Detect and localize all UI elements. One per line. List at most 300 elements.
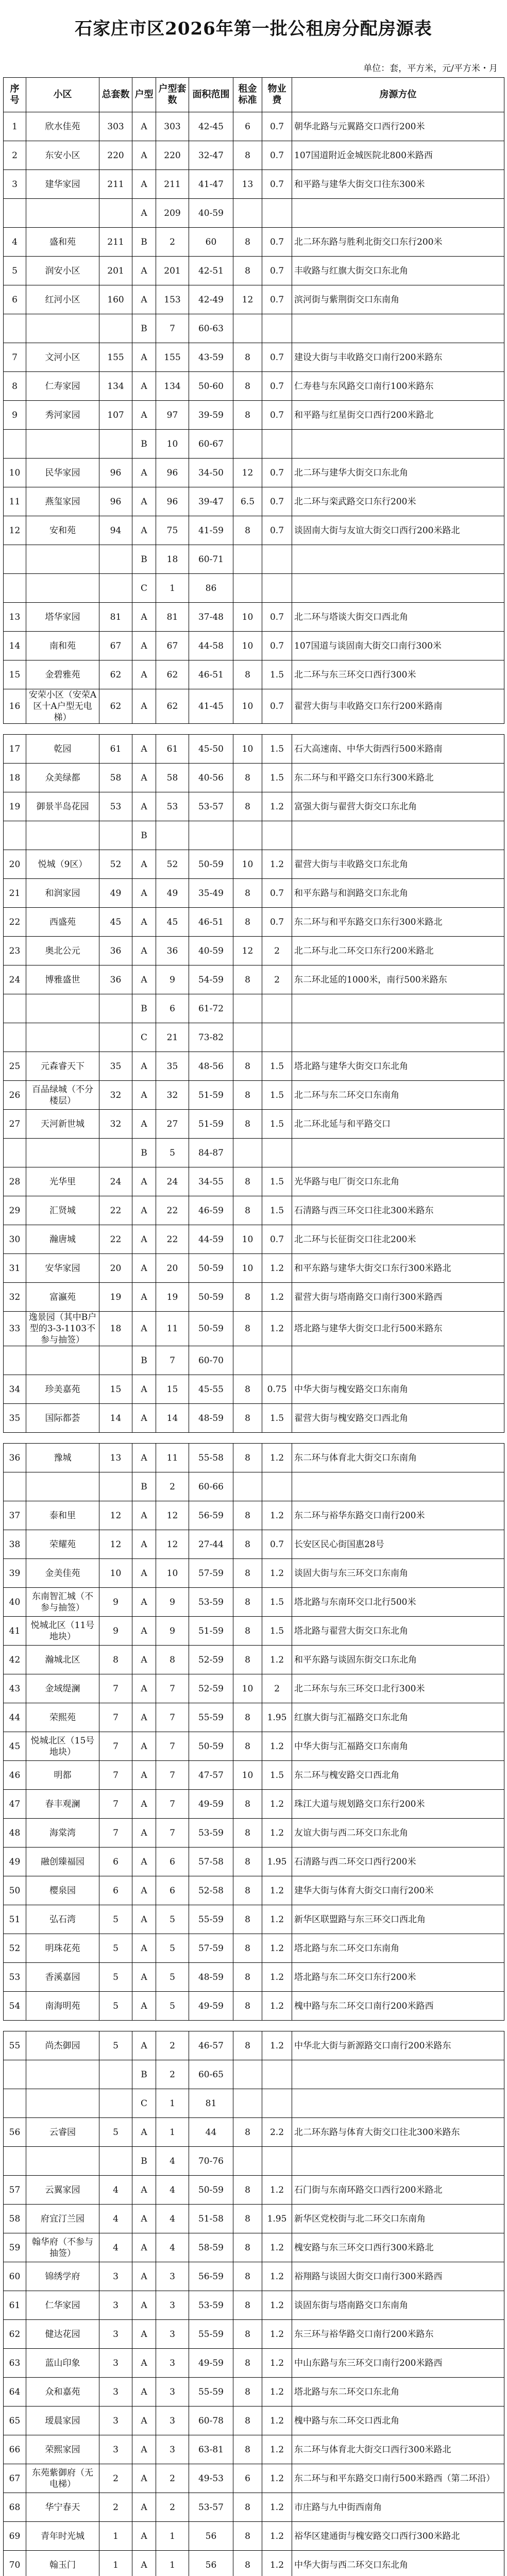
header-property-fee: 物业费	[262, 78, 292, 112]
table-row	[4, 430, 504, 459]
type-count	[156, 821, 189, 850]
type-count: 97	[156, 401, 189, 430]
community-name: 荣耀苑	[26, 1530, 99, 1559]
rent-standard: 10	[233, 632, 262, 660]
row-index: 28	[4, 1167, 26, 1196]
location	[292, 2089, 504, 2118]
row-index: 46	[4, 1761, 26, 1790]
area-range: 51-59	[189, 1617, 233, 1646]
rent-standard: 8	[233, 1848, 262, 1876]
row-index: 66	[4, 2435, 26, 2464]
rent-standard: 8	[233, 1617, 262, 1646]
rent-standard: 6	[233, 112, 262, 141]
total-units: 5	[99, 1934, 132, 1963]
location: 谈固大街与东三环交口东南角	[292, 1559, 504, 1588]
type-count: 9	[156, 965, 189, 994]
gap-cell	[4, 724, 504, 735]
type-count: 3	[156, 2291, 189, 2320]
location: 东三环与裕华路交口南行200米路东	[292, 2320, 504, 2349]
total-units: 14	[99, 1404, 132, 1433]
type-count: 45	[156, 908, 189, 937]
total-units: 7	[99, 1790, 132, 1819]
community-name: 云翼家园	[26, 2176, 99, 2205]
location: 和平东路与谈固东街交口东北角	[292, 1646, 504, 1674]
property-fee: 1.5	[262, 1617, 292, 1646]
unit-type: A	[132, 689, 156, 724]
rent-standard: 8	[233, 1703, 262, 1732]
rent-standard: 8	[233, 1312, 262, 1346]
table-row	[4, 343, 504, 372]
rent-standard: 8	[233, 1110, 262, 1139]
unit-type: A	[132, 764, 156, 792]
area-range: 52-58	[189, 1876, 233, 1905]
location: 东二环与和平东路交口南行500米路西（第二环沿）	[292, 2464, 504, 2493]
rent-standard	[233, 430, 262, 459]
location: 东二环与体育北大街交口东南角	[292, 1444, 504, 1472]
total-units: 5	[99, 2031, 132, 2060]
area-range: 48-59	[189, 1404, 233, 1433]
community-name: 红河小区	[26, 285, 99, 314]
area-range: 42-49	[189, 285, 233, 314]
table-header-row	[4, 78, 504, 112]
table-row	[4, 1617, 504, 1646]
table-row	[4, 1444, 504, 1472]
unit-type: A	[132, 879, 156, 908]
area-range: 45-50	[189, 735, 233, 764]
row-index	[4, 199, 26, 228]
total-units: 32	[99, 1081, 132, 1110]
row-index: 57	[4, 2176, 26, 2205]
type-count: 2	[156, 2060, 189, 2089]
community-name	[26, 1346, 99, 1375]
rent-standard: 8	[233, 1876, 262, 1905]
area-range: 55-59	[189, 2320, 233, 2349]
table-row	[4, 2291, 504, 2320]
property-fee: 1.2	[262, 1254, 292, 1283]
area-range: 40-59	[189, 199, 233, 228]
property-fee: 0.7	[262, 401, 292, 430]
community-name: 翰玉门	[26, 2551, 99, 2576]
rent-standard	[233, 314, 262, 343]
row-index: 5	[4, 257, 26, 285]
community-name	[26, 1472, 99, 1501]
rent-standard: 8	[233, 1052, 262, 1081]
property-fee: 2.2	[262, 2118, 292, 2147]
community-name: 东南智汇城（不参与抽签）	[26, 1588, 99, 1617]
type-count: 6	[156, 1876, 189, 1905]
table-row	[4, 1588, 504, 1617]
rent-standard	[233, 2060, 262, 2089]
area-range: 81	[189, 2089, 233, 2118]
community-name: 逸景园（其中B户型的3-3-1103不参与抽签）	[26, 1312, 99, 1346]
unit-type: A	[132, 199, 156, 228]
unit-type: A	[132, 2406, 156, 2435]
unit-note: 单位：套，平方米，元/平方米・月	[363, 63, 498, 74]
type-count: 7	[156, 1674, 189, 1703]
table-row	[4, 735, 504, 764]
community-name: 西盛苑	[26, 908, 99, 937]
property-fee: 0.7	[262, 112, 292, 141]
gap-cell	[4, 1433, 504, 1444]
community-name: 天河新世城	[26, 1110, 99, 1139]
location: 东二环与和平东路交口东行300米路北	[292, 908, 504, 937]
location: 市庄路与九中街西南角	[292, 2493, 504, 2522]
location: 富强大街与翟营大街交口东北角	[292, 792, 504, 821]
area-range: 55-59	[189, 1905, 233, 1934]
rent-standard: 8	[233, 2031, 262, 2060]
community-name: 蓝山印象	[26, 2349, 99, 2378]
row-index: 12	[4, 516, 26, 545]
table-row	[4, 112, 504, 141]
community-name: 众美绿都	[26, 764, 99, 792]
row-index: 24	[4, 965, 26, 994]
type-count: 7	[156, 1703, 189, 1732]
header-community: 小区	[26, 78, 99, 112]
location: 北二环与长征街交口往北200米	[292, 1225, 504, 1254]
property-fee: 1.2	[262, 2233, 292, 2262]
row-index: 23	[4, 937, 26, 965]
area-range: 48-56	[189, 1052, 233, 1081]
row-index: 51	[4, 1905, 26, 1934]
table-row	[4, 1346, 504, 1375]
unit-type: A	[132, 1674, 156, 1703]
property-fee: 2	[262, 937, 292, 965]
row-index: 37	[4, 1501, 26, 1530]
community-name: 瀚唐城	[26, 1225, 99, 1254]
table-row	[4, 1254, 504, 1283]
rent-standard: 10	[233, 603, 262, 632]
unit-type: A	[132, 1646, 156, 1674]
table-row	[4, 401, 504, 430]
rent-standard: 8	[233, 1905, 262, 1934]
rent-standard: 8	[233, 1790, 262, 1819]
location	[292, 1472, 504, 1501]
property-fee: 0.7	[262, 487, 292, 516]
table-row	[4, 1375, 504, 1404]
area-range: 44-58	[189, 632, 233, 660]
total-units: 155	[99, 343, 132, 372]
location: 107国道附近金城医院北800米路西	[292, 141, 504, 170]
area-range: 55-59	[189, 2378, 233, 2406]
community-name: 乾园	[26, 735, 99, 764]
location: 翟营大街与槐安路交口西北角	[292, 1404, 504, 1433]
total-units: 24	[99, 1167, 132, 1196]
unit-type: A	[132, 372, 156, 401]
row-index: 68	[4, 2493, 26, 2522]
property-fee: 1.2	[262, 2349, 292, 2378]
area-range: 50-59	[189, 1283, 233, 1312]
area-range: 60-71	[189, 545, 233, 574]
area-range	[189, 821, 233, 850]
type-count: 4	[156, 2147, 189, 2176]
total-units	[99, 574, 132, 603]
property-fee: 1.2	[262, 2406, 292, 2435]
unit-type: A	[132, 2205, 156, 2233]
community-name: 光华里	[26, 1167, 99, 1196]
property-fee: 1.2	[262, 1992, 292, 2021]
row-index	[4, 545, 26, 574]
area-range: 86	[189, 574, 233, 603]
rent-standard: 8	[233, 228, 262, 257]
table-row	[4, 574, 504, 603]
header-type: 户型	[132, 78, 156, 112]
row-index: 45	[4, 1732, 26, 1761]
type-count: 52	[156, 850, 189, 879]
rent-standard: 8	[233, 1559, 262, 1588]
unit-type: A	[132, 603, 156, 632]
total-units: 9	[99, 1588, 132, 1617]
type-count: 3	[156, 2262, 189, 2291]
area-range: 34-55	[189, 1167, 233, 1196]
type-count: 18	[156, 545, 189, 574]
community-name	[26, 430, 99, 459]
header-total: 总套数	[99, 78, 132, 112]
unit-type: A	[132, 112, 156, 141]
total-units: 58	[99, 764, 132, 792]
unit-type: A	[132, 2551, 156, 2576]
total-units: 201	[99, 257, 132, 285]
unit-type: A	[132, 1081, 156, 1110]
type-count: 53	[156, 792, 189, 821]
row-index: 36	[4, 1444, 26, 1472]
table-row	[4, 821, 504, 850]
type-count: 2	[156, 2493, 189, 2522]
rent-standard: 8	[233, 1646, 262, 1674]
location: 塔北路与东二环交口东北角	[292, 2378, 504, 2406]
rent-standard: 12	[233, 285, 262, 314]
type-count: 12	[156, 1501, 189, 1530]
total-units: 220	[99, 141, 132, 170]
rent-standard: 8	[233, 1992, 262, 2021]
property-fee: 1.2	[262, 2262, 292, 2291]
row-index	[4, 1472, 26, 1501]
total-units: 7	[99, 1761, 132, 1790]
property-fee: 0.7	[262, 141, 292, 170]
community-name: 盛和苑	[26, 228, 99, 257]
area-range: 50-60	[189, 372, 233, 401]
total-units	[99, 2060, 132, 2089]
unit-type: A	[132, 2522, 156, 2551]
type-count: 3	[156, 2349, 189, 2378]
unit-type: A	[132, 2233, 156, 2262]
location: 东二环与裕华东路交口南行200米	[292, 1501, 504, 1530]
table-row	[4, 2205, 504, 2233]
table-row	[4, 1472, 504, 1501]
total-units	[99, 314, 132, 343]
unit-type: A	[132, 2435, 156, 2464]
total-units: 96	[99, 487, 132, 516]
property-fee	[262, 2147, 292, 2176]
table-row	[4, 2147, 504, 2176]
type-count: 1	[156, 2118, 189, 2147]
area-range: 56-59	[189, 1501, 233, 1530]
property-fee: 1.2	[262, 1905, 292, 1934]
unit-type: A	[132, 1312, 156, 1346]
table-row	[4, 2320, 504, 2349]
row-index	[4, 2089, 26, 2118]
location: 槐中路与东二环交口南行200米路西	[292, 1992, 504, 2021]
property-fee: 1.2	[262, 1732, 292, 1761]
property-fee: 2	[262, 965, 292, 994]
rent-standard: 8	[233, 516, 262, 545]
property-fee: 1.2	[262, 1444, 292, 1472]
area-range: 73-82	[189, 1023, 233, 1052]
location: 新华区党校街与北二环交口东南角	[292, 2205, 504, 2233]
rent-standard	[233, 574, 262, 603]
gap-cell	[4, 2021, 504, 2031]
area-range: 60-70	[189, 1346, 233, 1375]
property-fee: 1.95	[262, 1703, 292, 1732]
property-fee: 1.2	[262, 850, 292, 879]
row-index: 62	[4, 2320, 26, 2349]
total-units	[99, 430, 132, 459]
rent-standard	[233, 1346, 262, 1375]
row-index: 29	[4, 1196, 26, 1225]
rent-standard: 10	[233, 735, 262, 764]
unit-type: B	[132, 2147, 156, 2176]
area-range: 56-59	[189, 2262, 233, 2291]
table-row	[4, 2089, 504, 2118]
property-fee: 1.2	[262, 1934, 292, 1963]
type-count: 5	[156, 1139, 189, 1167]
unit-type: A	[132, 1876, 156, 1905]
unit-type: A	[132, 1254, 156, 1283]
location: 东二环北延的1000米，南行500米路东	[292, 965, 504, 994]
area-range: 41-47	[189, 170, 233, 199]
rent-standard: 10	[233, 1225, 262, 1254]
row-index: 6	[4, 285, 26, 314]
unit-type: A	[132, 2262, 156, 2291]
property-fee: 1.2	[262, 1790, 292, 1819]
table-row	[4, 2233, 504, 2262]
community-name	[26, 2060, 99, 2089]
rent-standard: 8	[233, 1283, 262, 1312]
row-index: 31	[4, 1254, 26, 1283]
type-count: 3	[156, 2435, 189, 2464]
community-name: 润安小区	[26, 257, 99, 285]
property-fee: 0.7	[262, 228, 292, 257]
total-units: 10	[99, 1559, 132, 1588]
property-fee	[262, 430, 292, 459]
rent-standard: 8	[233, 1444, 262, 1472]
unit-type: A	[132, 1934, 156, 1963]
property-fee: 0.7	[262, 170, 292, 199]
community-name: 荣熙家园	[26, 2435, 99, 2464]
total-units: 12	[99, 1501, 132, 1530]
location: 东二环与体育北大街交口西行300米路北	[292, 2435, 504, 2464]
community-name: 东安小区	[26, 141, 99, 170]
row-index: 30	[4, 1225, 26, 1254]
unit-type: A	[132, 1225, 156, 1254]
type-count: 32	[156, 1081, 189, 1110]
location: 石门街与东南环路交口西行200米路北	[292, 2176, 504, 2205]
community-name: 瑷晨家园	[26, 2406, 99, 2435]
rent-standard: 8	[233, 401, 262, 430]
area-range: 39-47	[189, 487, 233, 516]
property-fee: 1.5	[262, 764, 292, 792]
property-fee: 0.7	[262, 632, 292, 660]
table-row	[4, 2378, 504, 2406]
community-name	[26, 821, 99, 850]
location: 东二环与槐安路交口西北角	[292, 1761, 504, 1790]
community-name: 弘石湾	[26, 1905, 99, 1934]
table-row	[4, 141, 504, 170]
property-fee: 1.5	[262, 1081, 292, 1110]
table-row	[4, 1732, 504, 1761]
property-fee: 1.2	[262, 792, 292, 821]
type-count: 3	[156, 2406, 189, 2435]
header-location: 房源方位	[292, 78, 504, 112]
location: 北二环北延与和平路交口	[292, 1110, 504, 1139]
property-fee: 1.2	[262, 2551, 292, 2576]
total-units: 36	[99, 937, 132, 965]
type-count: 7	[156, 314, 189, 343]
unit-type: A	[132, 1992, 156, 2021]
table-row	[4, 2262, 504, 2291]
table-row	[4, 1905, 504, 1934]
area-range: 50-59	[189, 850, 233, 879]
rent-standard: 8	[233, 660, 262, 689]
table-gap	[4, 724, 504, 735]
total-units: 62	[99, 689, 132, 724]
table-row	[4, 1196, 504, 1225]
total-units: 22	[99, 1225, 132, 1254]
table-row	[4, 660, 504, 689]
type-count: 8	[156, 1646, 189, 1674]
location: 新华区联盟路与东三环交口西北角	[292, 1905, 504, 1934]
property-fee: 1.2	[262, 1963, 292, 1992]
row-index: 32	[4, 1283, 26, 1312]
rent-standard	[233, 2147, 262, 2176]
community-name: 建华家园	[26, 170, 99, 199]
row-index: 14	[4, 632, 26, 660]
unit-type: B	[132, 1472, 156, 1501]
rent-standard: 6	[233, 2464, 262, 2493]
rent-standard: 8	[233, 2176, 262, 2205]
total-units: 15	[99, 1375, 132, 1404]
row-index: 44	[4, 1703, 26, 1732]
unit-type: A	[132, 1404, 156, 1433]
type-count: 2	[156, 2031, 189, 2060]
rent-standard: 8	[233, 1375, 262, 1404]
property-fee: 0.7	[262, 459, 292, 487]
rent-standard	[233, 2089, 262, 2118]
table-row	[4, 199, 504, 228]
rent-standard: 10	[233, 1254, 262, 1283]
row-index: 64	[4, 2378, 26, 2406]
property-fee: 1.2	[262, 1819, 292, 1848]
location: 滨河街与紫荆街交口东南角	[292, 285, 504, 314]
type-count: 153	[156, 285, 189, 314]
community-name: 汇贤城	[26, 1196, 99, 1225]
total-units: 4	[99, 2233, 132, 2262]
type-count: 1	[156, 2522, 189, 2551]
unit-type: A	[132, 401, 156, 430]
property-fee	[262, 2089, 292, 2118]
table-row	[4, 2464, 504, 2493]
unit-type: A	[132, 1588, 156, 1617]
area-range: 56	[189, 2551, 233, 2576]
row-index: 40	[4, 1588, 26, 1617]
community-name	[26, 574, 99, 603]
location: 北二环与东三环交口西行300米	[292, 660, 504, 689]
total-units	[99, 1472, 132, 1501]
header-type-count: 户型套数	[156, 78, 189, 112]
area-range: 53-59	[189, 1588, 233, 1617]
area-range: 27-44	[189, 1530, 233, 1559]
property-fee	[262, 2060, 292, 2089]
property-fee	[262, 1139, 292, 1167]
